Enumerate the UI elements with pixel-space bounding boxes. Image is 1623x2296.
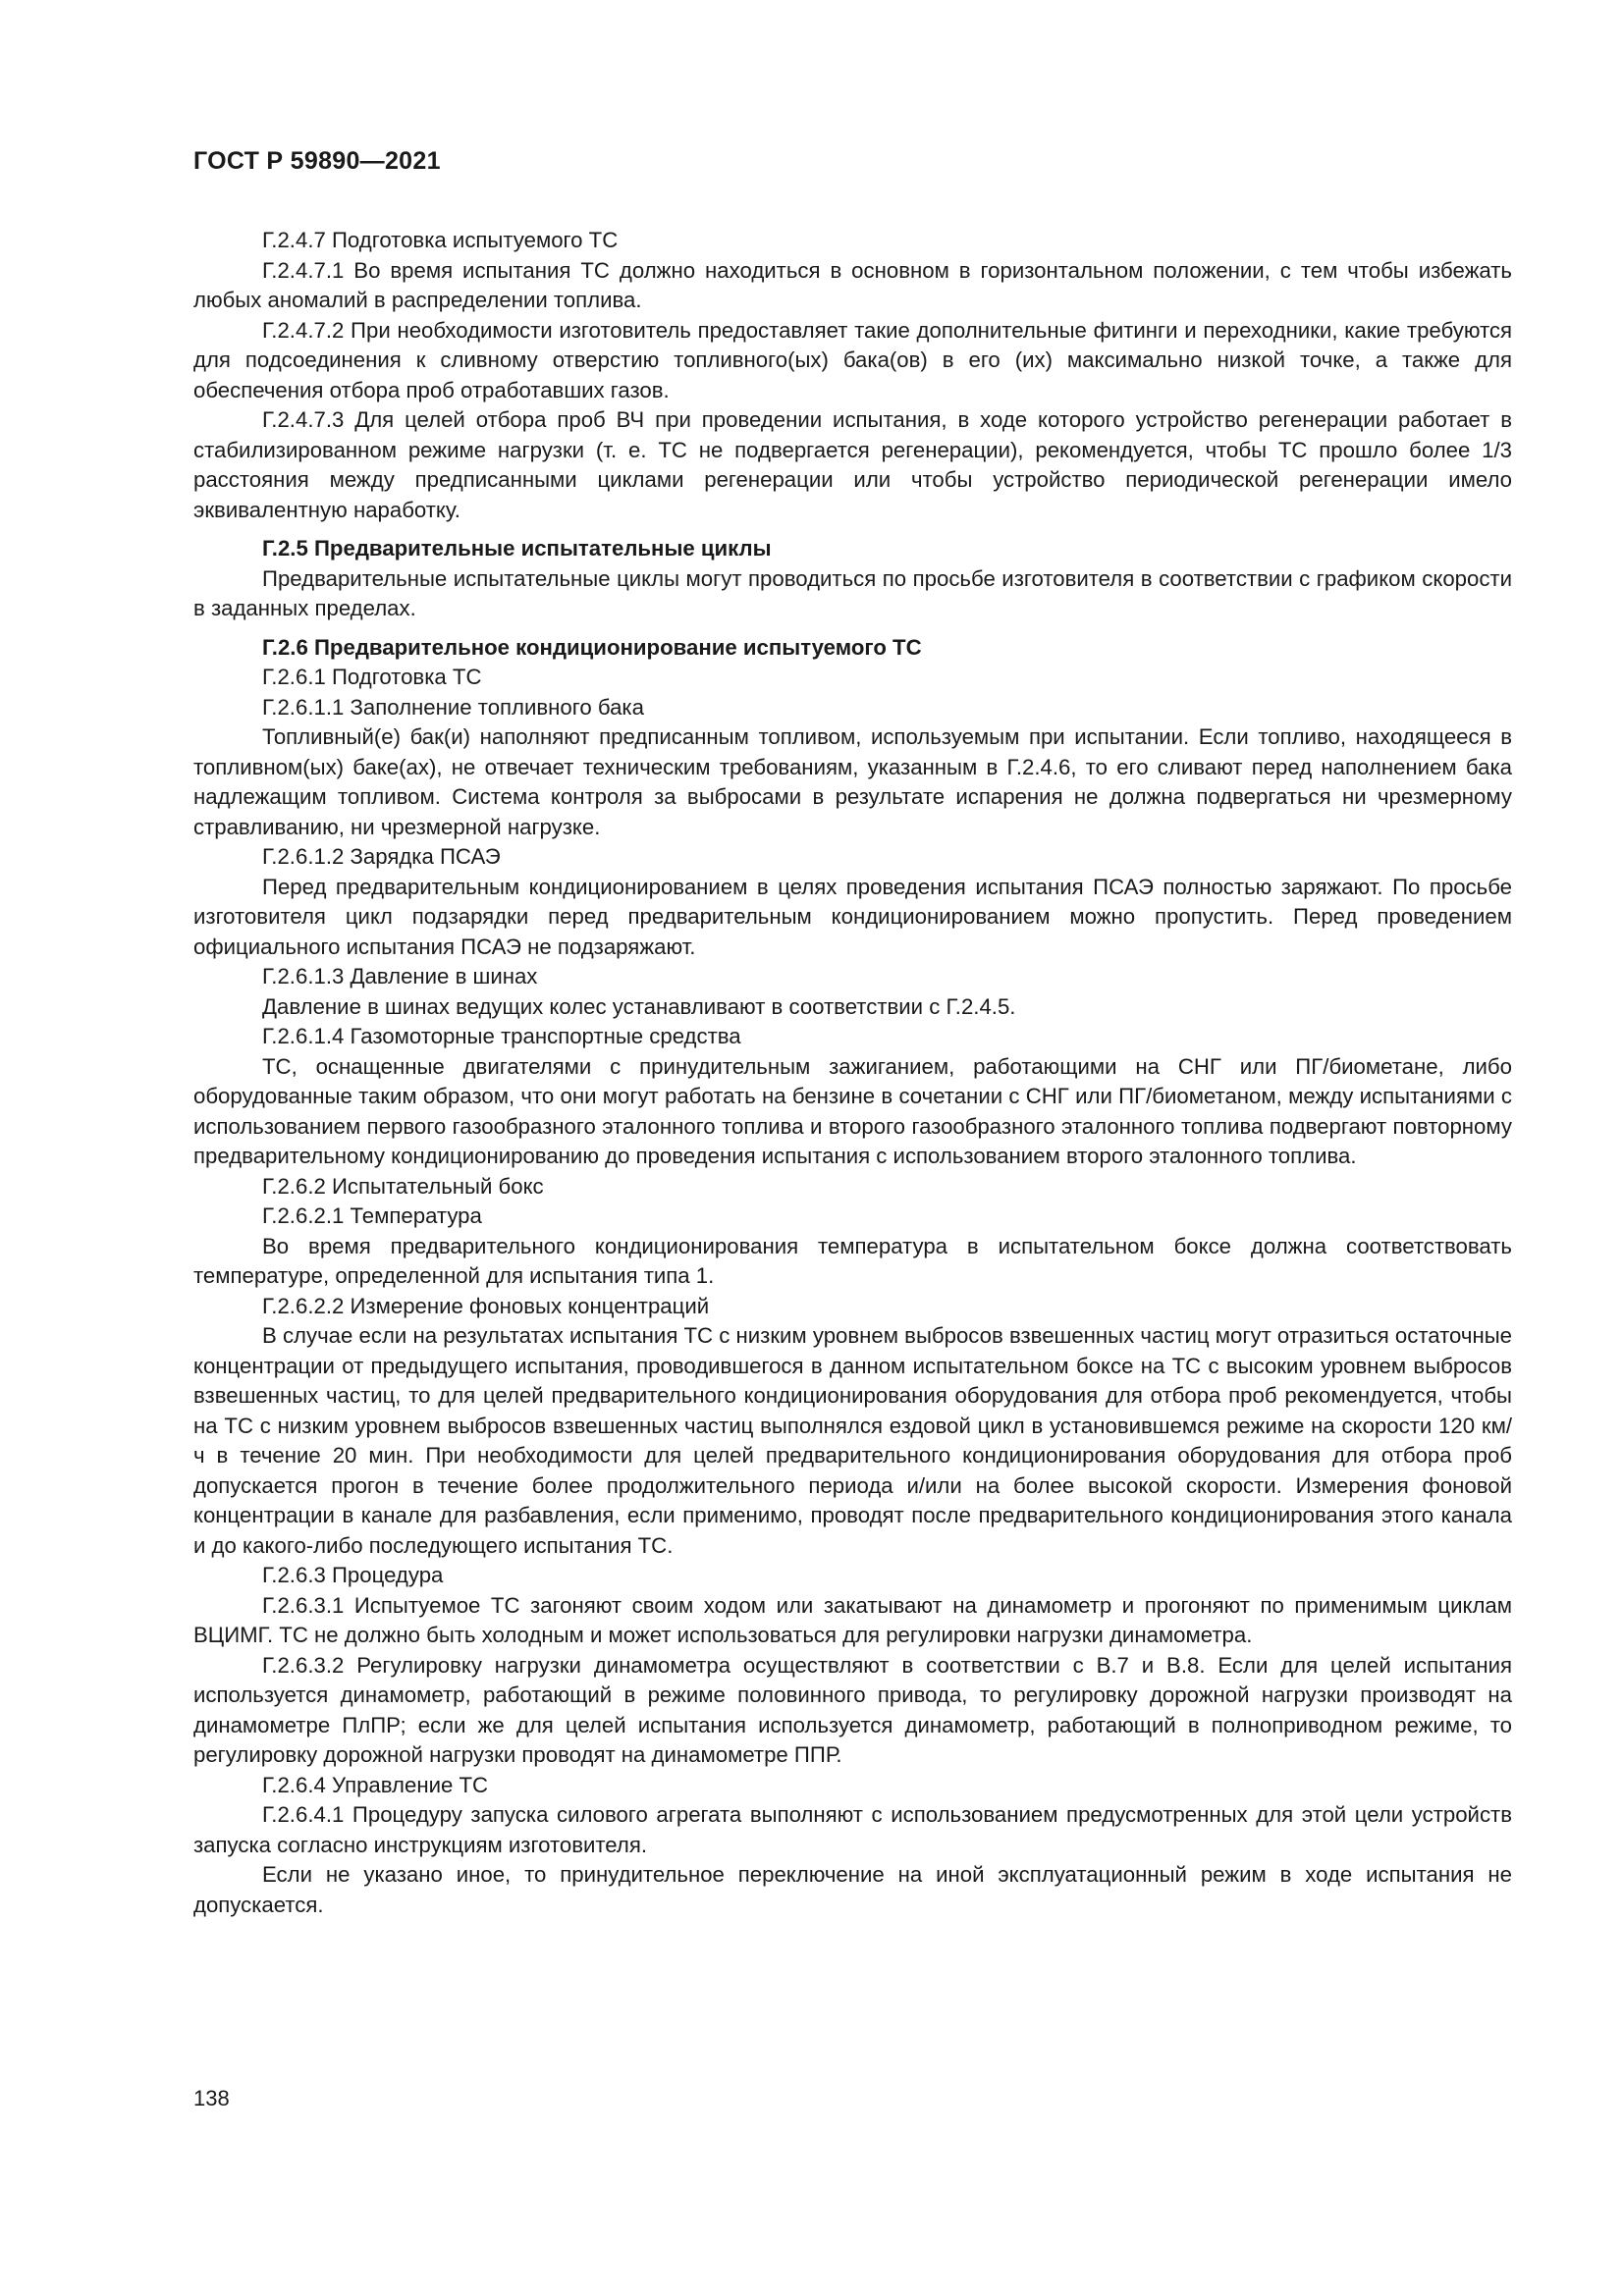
- section-title: Г.2.6.2.1 Температура: [262, 1203, 482, 1228]
- section-heading: Г.2.5 Предварительные испытательные циклы: [262, 536, 772, 561]
- paragraph: Перед предварительным кондиционированием в целях проведения испытания ПСАЭ полностью заряжают. По просьбе изготовителя цикл подзарядки перед предварительным кондиционированием можно пропустить. Перед проведением официального испытания ПСАЭ не подзаряжают.: [193, 874, 1512, 959]
- paragraph: Во время предварительного кондиционирования температура в испытательном боксе должна соответствовать температуре, определенной для испытания типа 1.: [193, 1233, 1512, 1288]
- paragraph: Г.2.6.3.1 Испытуемое ТС загоняют своим ходом или закатывают на динамометр и прогоняют по применимым циклам ВЦИМГ. ТС не должно быть холодным и может использоваться для регулировки нагрузки динамометра.: [193, 1592, 1512, 1647]
- paragraph: Топливный(е) бак(и) наполняют предписанным топливом, используемым при испытании. Если топливо, находящееся в топливном(ых) баке(ах), не отвечает техническим требованиям, указанным в Г.2.4.6, то его сливают перед наполнением бака надлежащим топливом. Система контроля за выбросами в результате испарения не должна подвергаться ни чрезмерному стравливанию, ни чрезмерной нагрузке.: [193, 724, 1512, 839]
- paragraph: Г.2.6.4.1 Процедуру запуска силового агрегата выполняют с использованием предусмотренных для этой цели устройств запуска согласно инструкциям изготовителя.: [193, 1802, 1512, 1857]
- document-header: ГОСТ Р 59890—2021: [193, 147, 441, 175]
- section-title: Г.2.6.2 Испытательный бокс: [262, 1173, 544, 1199]
- section-title: Г.2.6.1 Подготовка ТС: [262, 665, 482, 689]
- paragraph: Предварительные испытательные циклы могут проводиться по просьбе изготовителя в соответствии с графиком скорости в заданных пределах.: [193, 565, 1512, 620]
- paragraph: Если не указано иное, то принудительное переключение на иной эксплуатационный режим в ходе испытания не допускается.: [193, 1862, 1512, 1917]
- document-body: [193, 226, 1512, 1920]
- section-title: Г.2.6.4 Управление ТС: [262, 1772, 489, 1797]
- paragraph: Г.2.4.7.3 Для целей отбора проб ВЧ при проведении испытания, в ходе которого устройство регенерации работает в стабилизированном режиме нагрузки (т. е. ТС не подвергается регенерации), рекомендуется, чтобы ТС прошло более 1/3 расстояния между предписанными циклами регенерации или чтобы устройство периодической регенерации имело эквивалентную наработку.: [193, 407, 1512, 522]
- section-title: Г.2.4.7 Подготовка испытуемого ТС: [262, 228, 619, 252]
- paragraph: Г.2.4.7.2 При необходимости изготовитель предоставляет такие дополнительные фитинги и переходники, какие требуются для подсоединения к сливному отверстию топливного(ых) бака(ов) в его (их) максимально низкой точке, а также для обеспечения отбора проб отработавших газов.: [193, 317, 1512, 402]
- section-title: Г.2.6.3 Процедура: [262, 1563, 444, 1587]
- section-heading: Г.2.6 Предварительное кондиционирование испытуемого ТС: [262, 634, 922, 660]
- page-number: 138: [193, 2086, 230, 2110]
- paragraph: ТС, оснащенные двигателями с принудительным зажиганием, работающими на СНГ или ПГ/биометане, либо оборудованные таким образом, что они могут работать на бензине в сочетании с СНГ или ПГ/биометаном, между испытаниями с использованием первого газообразного эталонного топлива и второго газообразного эталонного топлива подвергают повторному предварительному кондиционированию до проведения испытания с использованием второго эталонного топлива.: [193, 1053, 1512, 1168]
- section-title: Г.2.6.1.2 Зарядка ПСАЭ: [262, 844, 501, 869]
- section-title: Г.2.6.2.2 Измерение фоновых концентраций: [262, 1293, 710, 1318]
- section-title: Г.2.6.1.3 Давление в шинах: [262, 964, 538, 988]
- paragraph: Давление в шинах ведущих колес устанавливают в соответствии с Г.2.4.5.: [262, 993, 1016, 1019]
- paragraph: В случае если на результатах испытания ТС с низким уровнем выбросов взвешенных частиц могут отразиться остаточные концентрации от предыдущего испытания, проводившегося в данном испытательном боксе на ТС с высоким уровнем выбросов взвешенных частиц, то для целей предварительного кондиционирования оборудования для отбора проб рекомендуется, чтобы на ТС с низким уровнем выбросов взвешенных частиц выполнялся ездовой цикл в установившемся режиме на скорости 120 км/ч в течение 20 мин. При необходимости для целей предварительного кондиционирования оборудования для отбора проб допускается прогон в течение более продолжительного периода и/или на более высокой скорости. Измерения фоновой концентрации в канале для разбавления, если применимо, проводят после предварительного кондиционирования этого канала и до какого-либо последующего испытания ТС.: [193, 1323, 1512, 1558]
- section-title: Г.2.6.1.1 Заполнение топливного бака: [262, 694, 644, 720]
- paragraph: Г.2.6.3.2 Регулировку нагрузки динамометра осуществляют в соответствии с В.7 и В.8. Если для целей испытания используется динамометр, работающий в режиме половинного привода, то регулировку дорожной нагрузки производят на динамометре ПлПР; если же для целей испытания используется динамометр, работающий в полноприводном режиме, то регулировку дорожной нагрузки проводят на динамометре ППР.: [193, 1652, 1512, 1767]
- paragraph: Г.2.4.7.1 Во время испытания ТС должно находиться в основном в горизонтальном положении, с тем чтобы избежать любых аномалий в распределении топлива.: [193, 257, 1512, 312]
- section-title: Г.2.6.1.4 Газомоторные транспортные средства: [262, 1024, 741, 1048]
